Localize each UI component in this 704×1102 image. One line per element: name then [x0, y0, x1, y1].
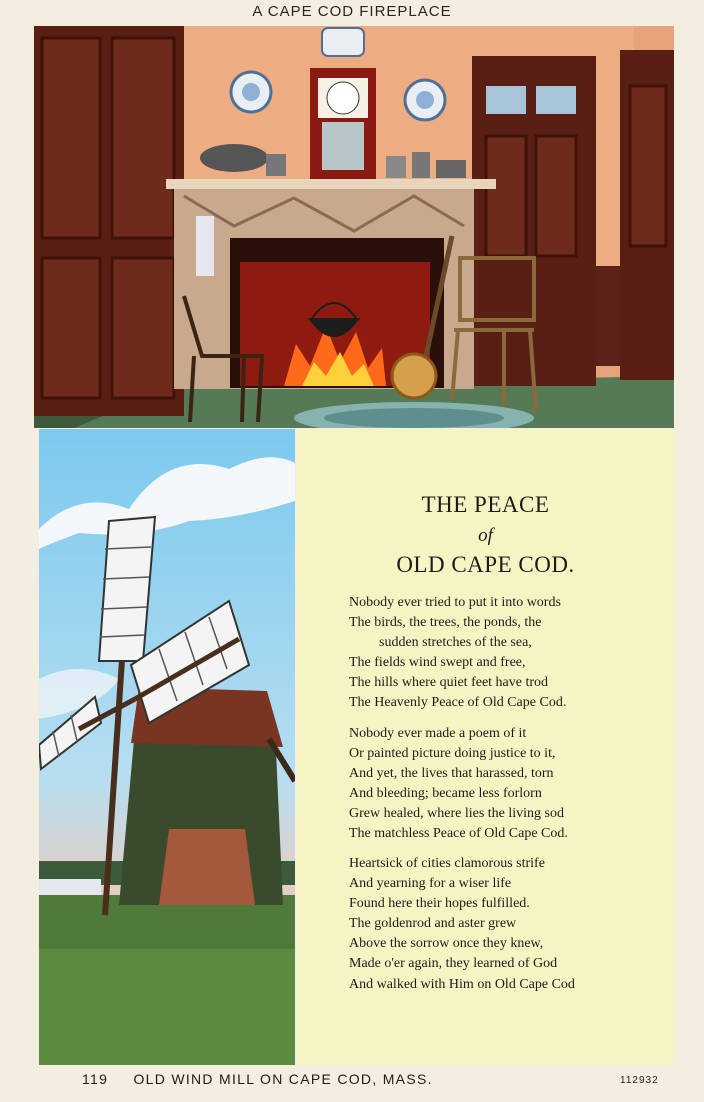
windmill-illustration	[39, 429, 295, 1065]
poem-line: Made o'er again, they learned of God	[349, 956, 558, 972]
poem-line: Or painted picture doing justice to it,	[349, 746, 556, 762]
poem-line: Nobody ever tried to put it into words	[349, 595, 561, 610]
poem-title-subject: OLD CAPE COD.	[396, 552, 575, 577]
poem-line: And bleeding; became less forlorn	[349, 786, 542, 802]
poem-title: THE PEACE	[421, 492, 550, 517]
poem-line: Above the sorrow once they knew,	[349, 936, 544, 952]
top-caption: A CAPE COD FIREPLACE	[252, 3, 452, 20]
poem-line: The matchless Peace of Old Cape Cod.	[349, 826, 568, 842]
poem-stanza-2	[349, 724, 649, 845]
poem-line: The Heavenly Peace of Old Cape Cod.	[349, 695, 567, 711]
poem-line: Nobody ever made a poem of it	[349, 726, 527, 741]
poem-stanza-3	[349, 854, 649, 995]
poem-line: And yet, the lives that harassed, torn	[349, 766, 554, 782]
poem-line: The birds, the trees, the ponds, the	[349, 615, 542, 631]
poem-panel	[297, 429, 674, 1065]
poem-line: Heartsick of cities clamorous strife	[349, 856, 545, 871]
poem-line: Found here their hopes fulfilled.	[349, 896, 530, 912]
poem-title-connector: of	[478, 525, 493, 546]
fireplace-scene-image	[34, 26, 674, 428]
catalog-code: 112932	[620, 1075, 659, 1086]
fireplace-illustration	[34, 26, 674, 428]
poem-line: The goldenrod and aster grew	[349, 916, 517, 932]
windmill-image	[39, 429, 295, 1065]
poem-line: sudden stretches of the sea,	[379, 635, 532, 651]
poem-line: And yearning for a wiser life	[349, 876, 512, 892]
poem-line: Grew healed, where lies the living sod	[349, 806, 564, 822]
bottom-caption	[82, 1071, 433, 1087]
poem-line: And walked with Him on Old Cape Cod	[349, 976, 575, 992]
poem-stanza-1	[349, 593, 649, 714]
poem-line: The hills where quiet feet have trod	[349, 675, 549, 691]
card-title: OLD WIND MILL ON CAPE COD, MASS.	[133, 1071, 433, 1087]
card-number: 119	[82, 1071, 109, 1087]
poem-line: The fields wind swept and free,	[349, 655, 526, 671]
